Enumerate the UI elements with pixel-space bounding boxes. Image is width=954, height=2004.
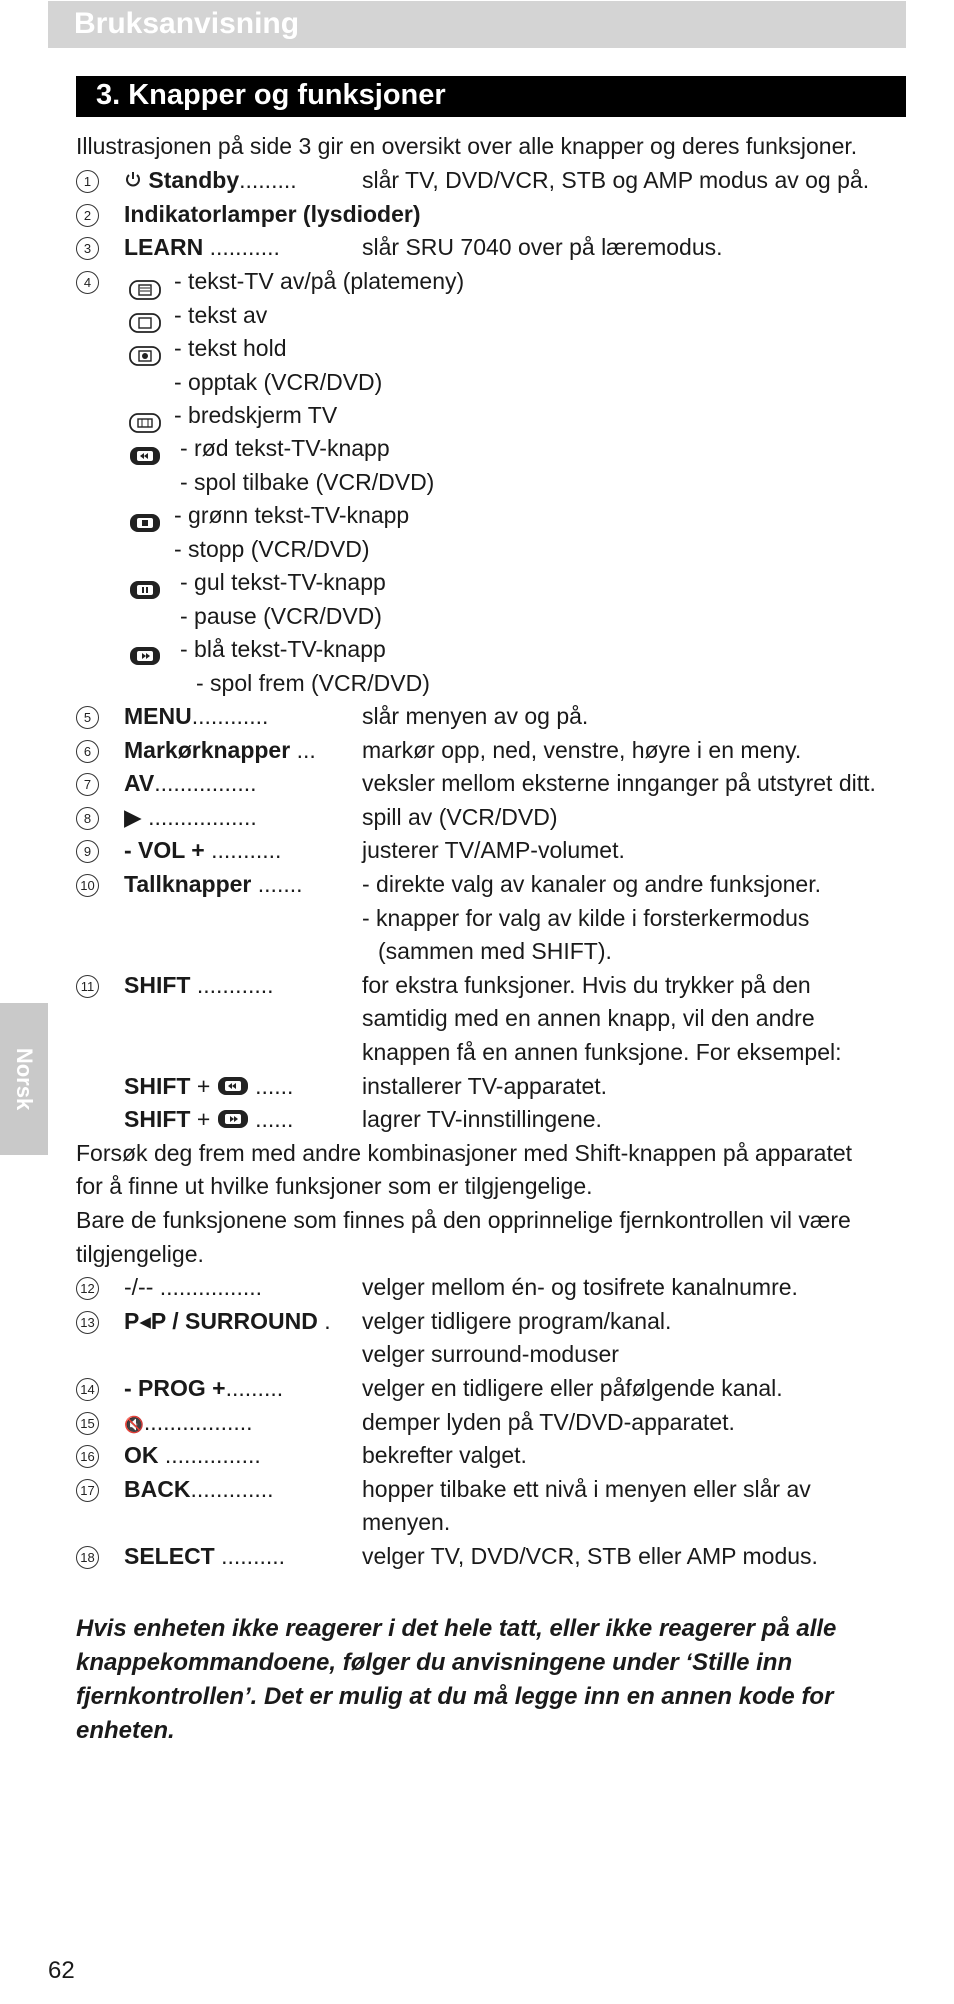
side-tab-label: Norsk (12, 1047, 37, 1111)
note-line: knappekommandoene, følger du anvisningene under ‘Stille inn (76, 1649, 793, 1676)
shift-example-desc: installerer TV-apparatet. (362, 1073, 608, 1099)
intro-text: Illustrasjonen på side 3 gir en oversikt over alle knapper og deres funksjoner. (76, 133, 858, 159)
note-line: fjernkontrollen’. Det er mulig at du må legge inn en annen kode for (76, 1683, 834, 1710)
item-15-key: 🔇................. (124, 1409, 253, 1435)
item-1-desc: slår TV, DVD/VCR, STB og AMP modus av og på. (362, 167, 870, 193)
page-number: 62 (48, 1957, 75, 1984)
item-6-desc: markør opp, ned, venstre, høyre i en meny. (362, 737, 802, 763)
shift-example-desc: lagrer TV-innstillingene. (362, 1106, 602, 1132)
paragraph-line: for å finne ut hvilke funksjoner som er tilgjengelige. (76, 1173, 593, 1199)
item-11-desc: samtidig med en annen knapp, vil den andre (362, 1005, 815, 1031)
mute-icon: 🔇 (124, 1417, 144, 1434)
item-4-line: - pause (VCR/DVD) (180, 603, 382, 629)
item-number: 2 (76, 204, 99, 227)
item-3-key: LEARN ........... (124, 234, 280, 260)
item-12-desc: velger mellom én- og tosifrete kanalnumre. (362, 1274, 798, 1300)
item-5-desc: slår menyen av og på. (362, 703, 589, 729)
item-number: 7 (76, 773, 99, 796)
yellow-pause-icon (129, 579, 161, 601)
shift-example: SHIFT + ...... (124, 1072, 293, 1103)
item-13-desc: velger surround-moduser (362, 1341, 619, 1367)
item-8-key: ▶ ................. (124, 804, 257, 830)
item-17-desc: menyen. (362, 1509, 451, 1535)
item-4-line: - opptak (VCR/DVD) (174, 369, 383, 395)
item-8-desc: spill av (VCR/DVD) (362, 804, 558, 830)
blue-fast-forward-icon (217, 1108, 249, 1136)
power-icon (124, 167, 148, 193)
text-hold-icon (129, 345, 161, 367)
play-icon: ▶ (124, 804, 142, 830)
blue-fast-forward-icon (129, 645, 161, 667)
language-side-tab (0, 1003, 48, 1155)
item-4-line: - rød tekst-TV-knapp (180, 435, 390, 461)
item-4-line: - bredskjerm TV (174, 402, 338, 428)
item-11-desc: knappen få en annen funksjone. For eksempel: (362, 1039, 842, 1065)
paragraph-line: tilgjengelige. (76, 1241, 204, 1267)
item-12-key: -/-- ................ (124, 1274, 263, 1300)
teletext-icon (129, 279, 161, 301)
item-6-key: Markørknapper ... (124, 737, 316, 763)
item-17-desc: hopper tilbake ett nivå i menyen eller slår av (362, 1476, 811, 1502)
item-number: 18 (76, 1546, 99, 1569)
shift-example: SHIFT + ...... (124, 1105, 293, 1136)
item-number: 14 (76, 1378, 99, 1401)
item-number: 8 (76, 807, 99, 830)
troubleshooting-note (76, 1612, 896, 1748)
item-1-key: Standby......... (124, 166, 297, 194)
item-5-key: MENU............ (124, 703, 269, 729)
item-4-line: - tekst hold (174, 335, 287, 361)
note-line: Hvis enheten ikke reagerer i det hele tatt, eller ikke reagerer på alle (76, 1615, 837, 1642)
item-4-line: - stopp (VCR/DVD) (174, 536, 370, 562)
item-number: 6 (76, 740, 99, 763)
item-4-line: - spol frem (VCR/DVD) (196, 670, 430, 696)
item-9-desc: justerer TV/AMP-volumet. (362, 837, 625, 863)
note-line: enheten. (76, 1717, 175, 1744)
paragraph-line: Forsøk deg frem med andre kombinasjoner med Shift-knappen på apparatet (76, 1140, 853, 1166)
item-4-line: - gul tekst-TV-knapp (180, 569, 386, 595)
item-18-desc: velger TV, DVD/VCR, STB eller AMP modus. (362, 1543, 818, 1569)
item-number: 16 (76, 1445, 99, 1468)
header-title: Bruksanvisning (74, 7, 300, 40)
item-13-key: P◂P / SURROUND . (124, 1308, 331, 1334)
item-4-line: - tekst av (174, 302, 268, 328)
paragraph-line: Bare de funksjonene som finnes på den opprinnelige fjernkontrollen vil være (76, 1207, 851, 1233)
item-14-desc: velger en tidligere eller påfølgende kanal. (362, 1375, 783, 1401)
item-17-key: BACK............. (124, 1476, 274, 1502)
red-rewind-icon (217, 1075, 249, 1103)
item-number: 10 (76, 874, 99, 897)
item-number: 1 (76, 170, 99, 193)
item-15-desc: demper lyden på TV/DVD-apparatet. (362, 1409, 735, 1435)
item-number: 9 (76, 840, 99, 863)
item-number: 17 (76, 1479, 99, 1502)
item-13-desc: velger tidligere program/kanal. (362, 1308, 672, 1334)
item-10-key: Tallknapper ....... (124, 871, 303, 897)
item-10-desc: (sammen med SHIFT). (378, 938, 612, 964)
item-14-key: - PROG +......... (124, 1375, 284, 1401)
item-16-desc: bekrefter valget. (362, 1442, 527, 1468)
item-9-key: - VOL + ........... (124, 837, 282, 863)
item-3-desc: slår SRU 7040 over på læremodus. (362, 234, 723, 260)
item-7-desc: veksler mellom eksterne innganger på utstyret ditt. (362, 770, 876, 796)
item-2-key: Indikatorlamper (lysdioder) (124, 201, 421, 227)
item-4-line: - spol tilbake (VCR/DVD) (180, 469, 435, 495)
green-stop-icon (129, 512, 161, 534)
item-18-key: SELECT .......... (124, 1543, 286, 1569)
item-number: 12 (76, 1277, 99, 1300)
item-number: 4 (76, 271, 99, 294)
item-11-key: SHIFT ............ (124, 972, 274, 998)
section-heading-bar (76, 76, 906, 117)
widescreen-icon (129, 412, 161, 434)
item-7-key: AV................ (124, 770, 257, 796)
item-10-desc: - knapper for valg av kilde i forsterkermodus (362, 905, 810, 931)
text-off-icon (129, 312, 161, 334)
item-4-line: - blå tekst-TV-knapp (180, 636, 386, 662)
item-4-line: - tekst-TV av/på (platemeny) (174, 268, 465, 294)
red-rewind-icon (129, 445, 161, 467)
header-bar (48, 1, 906, 48)
item-number: 13 (76, 1311, 99, 1334)
item-11-desc: for ekstra funksjoner. Hvis du trykker på den (362, 972, 811, 998)
item-16-key: OK ............... (124, 1442, 261, 1468)
item-number: 11 (76, 975, 99, 998)
item-number: 3 (76, 237, 99, 260)
section-title: 3. Knapper og funksjoner (96, 79, 446, 111)
item-10-desc: - direkte valg av kanaler og andre funksjoner. (362, 871, 821, 897)
item-number: 5 (76, 706, 99, 729)
item-number: 15 (76, 1412, 99, 1435)
item-4-line: - grønn tekst-TV-knapp (174, 502, 410, 528)
